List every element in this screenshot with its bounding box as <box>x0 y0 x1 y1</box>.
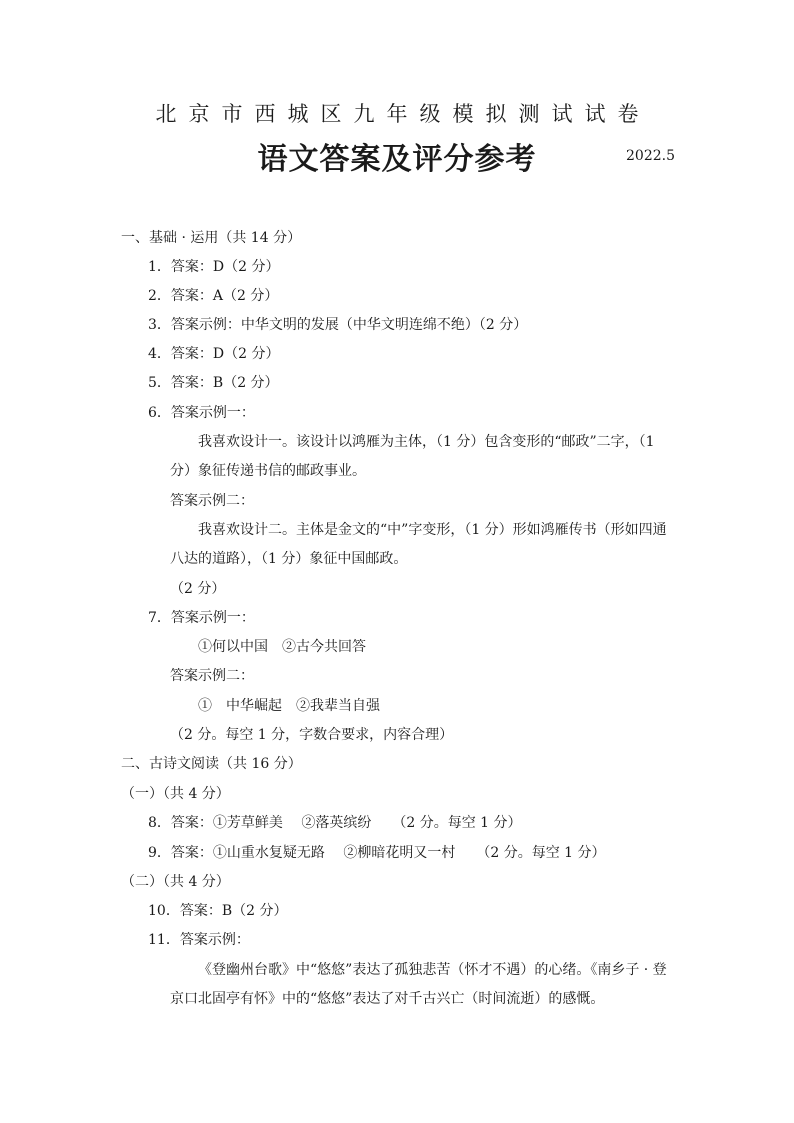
document-title: 语文答案及评分参考 <box>257 142 537 177</box>
answer-line: 7．答案示例一： <box>148 610 255 626</box>
answer-line: 3．答案示例：中华文明的发展（中华文明连绵不绝）（2 分） <box>148 317 528 333</box>
answer-line: 答案示例二： <box>170 493 254 509</box>
answer-paragraph: 京口北固亭有怀》中的“悠悠”表达了对千古兴亡（时间流逝）的感慨。 <box>170 991 605 1007</box>
answer-paragraph: 我喜欢设计一。该设计以鸿雁为主体，（1 分）包含变形的“邮政”二字，（1 <box>198 434 655 450</box>
answer-line: 5．答案：B（2 分） <box>148 375 279 391</box>
answer-line: 答案示例二： <box>170 668 254 684</box>
answer-line: ① 中华崛起 ②我辈当自强 <box>198 698 380 714</box>
section-heading: 二、古诗文阅读（共 16 分） <box>121 756 302 772</box>
score-note: （2 分） <box>170 581 226 597</box>
answer-line: 6．答案示例一： <box>148 405 255 421</box>
score-note: （2 分。每空 1 分，字数合要求，内容合理） <box>170 727 454 743</box>
answer-line: 1．答案：D（2 分） <box>148 259 280 275</box>
answer-line: 9．答案：①山重水复疑无路 ②柳暗花明又一村 （2 分。每空 1 分） <box>148 845 606 861</box>
answer-paragraph: 分）象征传递书信的邮政事业。 <box>170 463 366 479</box>
answer-line: 10．答案：B（2 分） <box>148 903 288 919</box>
answer-line: 11．答案示例： <box>148 932 250 948</box>
subsection-heading: （二）（共 4 分） <box>121 874 230 890</box>
document-date: 2022.5 <box>626 148 675 164</box>
exam-title: 北京市西城区九年级模拟测试试卷 <box>155 102 651 126</box>
section-heading: 一、基础 · 运用（共 14 分） <box>121 230 302 246</box>
answer-line: 2．答案：A（2 分） <box>148 288 279 304</box>
answer-paragraph: 八达的道路），（1 分）象征中国邮政。 <box>170 551 408 567</box>
answer-paragraph: 我喜欢设计二。主体是金文的“中”字变形，（1 分）形如鸿雁传书（形如四通 <box>198 522 667 538</box>
answer-line: 4．答案：D（2 分） <box>148 346 280 362</box>
subsection-heading: （一）（共 4 分） <box>121 786 230 802</box>
answer-paragraph: 《登幽州台歌》中“悠悠”表达了孤独悲苦（怀才不遇）的心绪。《南乡子 · 登 <box>198 962 667 978</box>
answer-line: 8．答案：①芳草鲜美 ②落英缤纷 （2 分。每空 1 分） <box>148 815 522 831</box>
answer-line: ①何以中国 ②古今共回答 <box>198 639 366 655</box>
